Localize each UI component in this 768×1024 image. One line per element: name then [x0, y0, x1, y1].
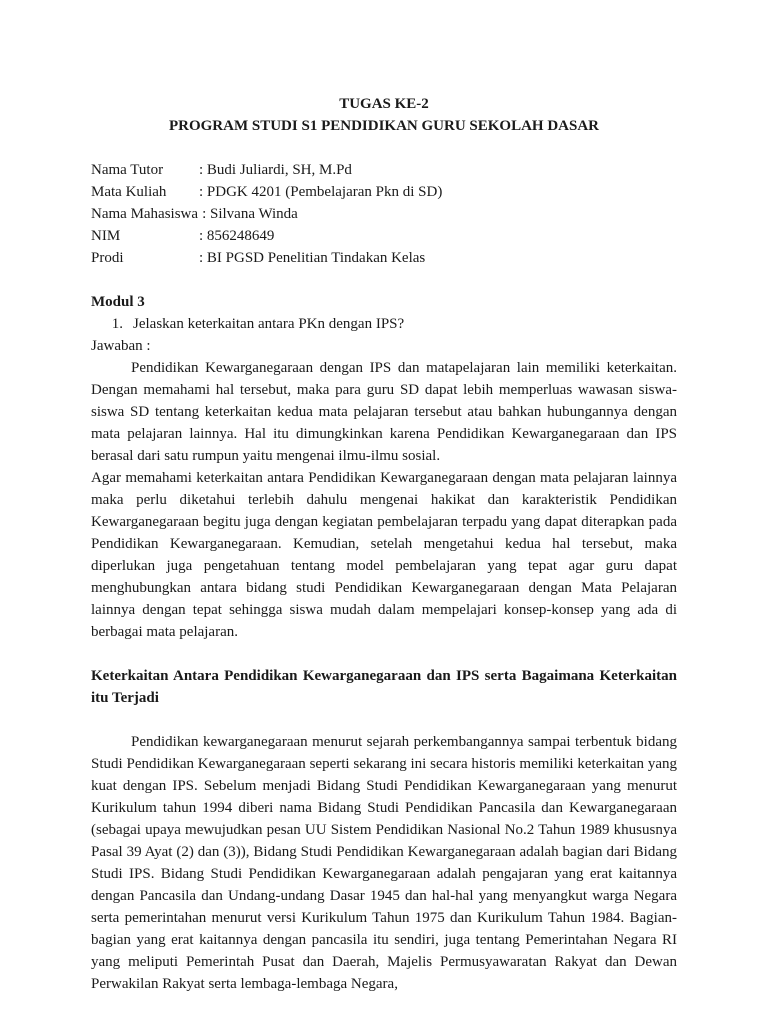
- section-heading: Keterkaitan Antara Pendidikan Kewarganegaraan dan IPS serta Bagaimana Keterkaitan itu Terjadi: [91, 668, 677, 706]
- info-label: Nama Mahasiswa: [91, 206, 199, 222]
- info-value: : 856248649: [199, 228, 275, 244]
- document-page: [91, 0, 677, 995]
- question-number: 1.: [111, 316, 123, 332]
- info-label: Mata Kuliah: [91, 184, 167, 200]
- module-heading: Modul 3: [91, 294, 145, 310]
- document-subtitle: PROGRAM STUDI S1 PENDIDIKAN GURU SEKOLAH DASAR: [168, 118, 600, 134]
- question-text: Jelaskan keterkaitan antara PKn dengan IPS?: [133, 316, 405, 332]
- info-row-course: [91, 181, 677, 203]
- info-label: Prodi: [91, 250, 124, 266]
- student-info-block: [91, 159, 677, 269]
- info-row-tutor: [91, 159, 677, 181]
- info-value: : Budi Juliardi, SH, M.Pd: [199, 162, 352, 178]
- answer-label: Jawaban :: [91, 338, 151, 354]
- info-row-student: [91, 203, 677, 225]
- answer-paragraph-2: Agar memahami keterkaitan antara Pendidikan Kewarganegaraan dengan mata pelajaran lainnya maka perlu diketahui terlebih dahulu mengenai hakikat dan karakteristik Pendidikan Kewarganegaraan begitu juga dengan kegiatan pembelajaran terpadu yang dapat diterapkan pada Pendidikan Kewarganegaraan. Kemudian, setelah mengetahui kedua hal tersebut, maka diperlukan juga pengetahuan tentang model pembelajaran yang tepat agar guru dapat menghubungkan antara bidang studi Pendidikan Kewarganegaraan dengan Mata Pelajaran lainnya dengan tepat sehingga siswa mudah dalam mempelajari konsep-konsep yang ada di berbagai mata pelajaran.: [91, 470, 677, 640]
- info-label: NIM: [91, 228, 121, 244]
- info-label: Nama Tutor: [91, 162, 164, 178]
- section-paragraph-1: Pendidikan kewarganegaraan menurut sejarah perkembangannya sampai terbentuk bidang Studi Pendidikan Kewarganegaraan seperti sekarang ini secara historis memiliki keterkaitan yang kuat dengan IPS. Sebelum menjadi Bidang Studi Pendidikan Kewarganegaraan yang menurut Kurikulum tahun 1994 diberi nama Bidang Studi Pendidikan Pancasila dan Kewarganegaraan (sebagai upaya mewujudkan pesan UU Sistem Pendidikan Nasional No.2 Tahun 1989 khususnya Pasal 39 Ayat (2) dan (3)), Bidang Studi Pendidikan Kewarganegaraan adalah bagian dari Bidang Studi IPS. Bidang Studi Pendidikan Kewarganegaraan adalah pengajaran yang erat kaitannya dengan Pancasila dan Undang-undang Dasar 1945 dan hal-hal yang menyangkut warga Negara serta pemerintahan menurut versi Kurikulum Tahun 1975 dan Kurikulum Tahun 1984. Bagian-bagian yang erat kaitannya dengan pancasila itu sendiri, juga tentang Pemerintahan Negara RI yang meliputi Pemerintah Pusat dan Daerah, Majelis Permusyawaratan Rakyat dan Dewan Perwakilan Rakyat serta lembaga-lembaga Negara,: [91, 734, 677, 992]
- info-value: : BI PGSD Penelitian Tindakan Kelas: [199, 250, 426, 266]
- document-title: TUGAS KE-2: [339, 96, 429, 112]
- answer-paragraph-1: Pendidikan Kewarganegaraan dengan IPS dan matapelajaran lain memiliki keterkaitan. Dengan memahami hal tersebut, maka para guru SD dapat lebih memperluas wawasan siswa-siswa SD tentang keterkaitan kedua mata pelajaran tersebut atau bahkan hubungannya dengan mata pelajaran lainnya. Hal itu dimungkinkan karena Pendidikan Kewarganegaraan dan IPS berasal dari satu rumpun yaitu mengenai ilmu-ilmu sosial.: [91, 360, 677, 464]
- info-value: : Silvana Winda: [202, 206, 298, 222]
- info-row-nim: [91, 225, 677, 247]
- info-row-prodi: [91, 247, 677, 269]
- info-value: : PDGK 4201 (Pembelajaran Pkn di SD): [199, 184, 443, 200]
- question-item: [91, 313, 677, 335]
